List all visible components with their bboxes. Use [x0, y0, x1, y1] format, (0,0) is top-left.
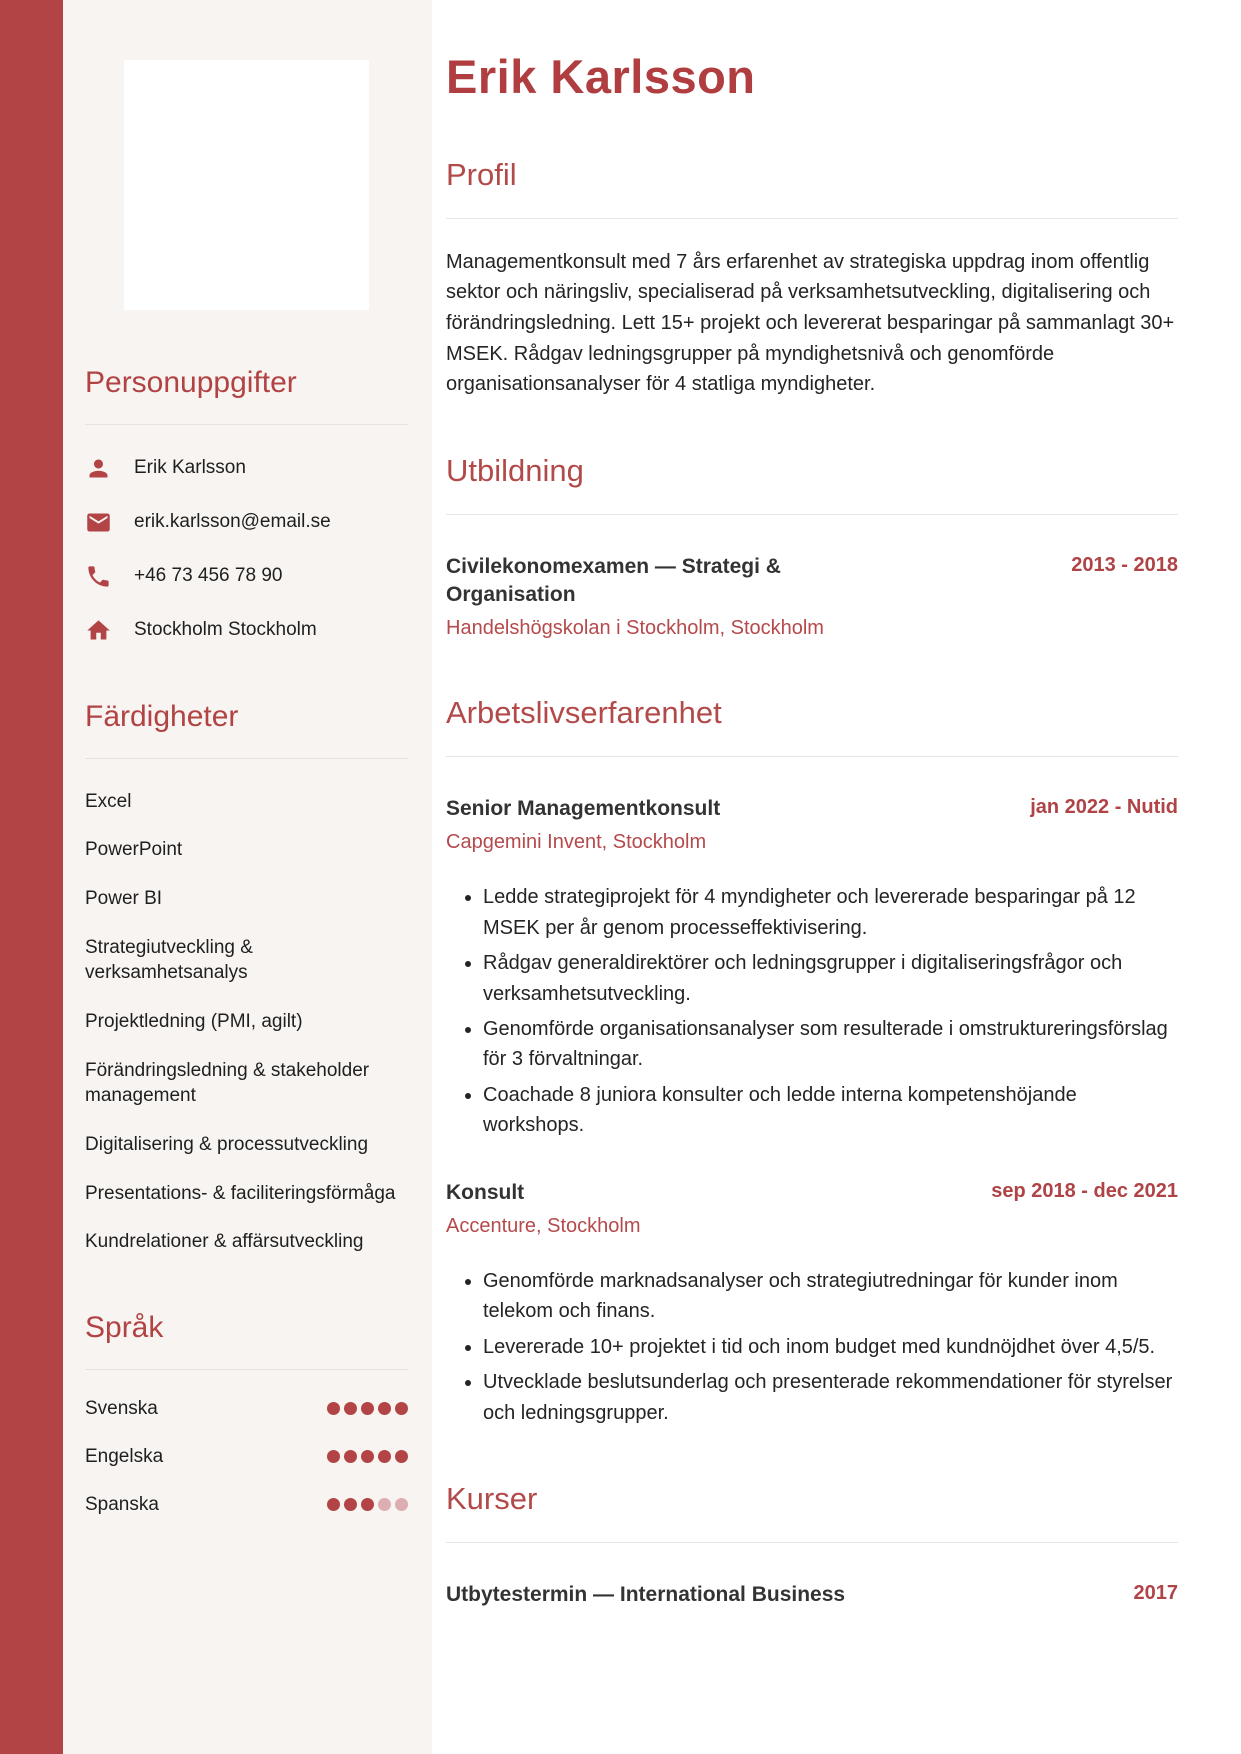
language-row	[85, 1494, 408, 1516]
level-dot-filled	[361, 1402, 374, 1415]
level-dot-filled	[361, 1498, 374, 1511]
main-content	[432, 0, 1241, 1754]
education-entry	[446, 553, 1178, 643]
skill-item: Förändringsledning & stakeholder management	[85, 1059, 370, 1107]
experience-entry	[446, 795, 1178, 1140]
experience-role: Senior Managementkonsult	[446, 797, 721, 821]
language-name: Spanska	[85, 1493, 159, 1515]
level-dot-empty	[395, 1498, 408, 1511]
experience-dates: jan 2022 - Nutid	[1030, 796, 1178, 819]
profile-text: Managementkonsult med 7 års erfarenhet av strategiska uppdrag inom offentlig sektor och näringsliv, specialiserad på verksamhetsutveckling, digitalisering och förändringsledning. Lett 15+ projekt och levererat besparingar på sammanlagt 30+ MSEK. Rådgav ledningsgrupper på myndighetsnivå och genomförde organisationsanalyser för 4 statliga myndigheter.	[446, 250, 1175, 396]
experience-entry-head	[446, 1179, 1178, 1207]
experience-bullet: • Levererade 10+ projektet i tid och inom budget med kundnöjdhet över 4,5/5.	[483, 1332, 1178, 1362]
language-row	[85, 1398, 408, 1420]
skill-item: Digitalisering & processutveckling	[85, 1133, 369, 1155]
level-dot-filled	[395, 1450, 408, 1463]
education-dates: 2013 - 2018	[1071, 553, 1178, 576]
level-dot-filled	[378, 1450, 391, 1463]
divider	[446, 514, 1178, 515]
education-section-title: Utbildning	[446, 452, 584, 488]
experience-bullet: • Ledde strategiprojekt för 4 myndigheter och levererade besparingar på 12 MSEK per år genom processeffektivisering.	[483, 882, 1178, 943]
level-dot-filled	[344, 1450, 357, 1463]
experience-company: Capgemini Invent, Stockholm	[446, 831, 707, 854]
divider	[446, 218, 1178, 219]
page-title-name: Erik Karlsson	[446, 50, 756, 103]
course-name: Utbytestermin — International Business	[446, 1582, 846, 1606]
level-dot-filled	[378, 1402, 391, 1415]
contact-row-email	[85, 509, 408, 536]
divider	[85, 1369, 408, 1370]
skill-item: Excel	[85, 790, 132, 812]
skill-item: Power BI	[85, 888, 163, 910]
experience-bullets	[446, 1266, 1178, 1428]
level-dot-filled	[344, 1402, 357, 1415]
language-level-dots	[327, 1498, 408, 1511]
experience-section-title: Arbetslivserfarenhet	[446, 695, 722, 731]
language-name: Svenska	[85, 1397, 158, 1419]
experience-bullets	[446, 882, 1178, 1140]
course-entry-head	[446, 1581, 1178, 1609]
education-entry-head	[446, 553, 1178, 610]
divider	[446, 756, 1178, 757]
experience-company: Accenture, Stockholm	[446, 1214, 641, 1237]
level-dot-filled	[327, 1402, 340, 1415]
courses-section-title: Kurser	[446, 1480, 538, 1516]
level-dot-filled	[327, 1450, 340, 1463]
contact-row-phone	[85, 563, 408, 590]
skill-item: Strategiutveckling & verksamhetsanalys	[85, 936, 253, 984]
level-dot-empty	[378, 1498, 391, 1511]
course-dates: 2017	[1133, 1581, 1178, 1604]
email-icon	[85, 509, 112, 536]
divider	[85, 424, 408, 425]
contact-row-location	[85, 617, 408, 644]
experience-bullet: • Coachade 8 juniora konsulter och ledde interna kompetenshöjande workshops.	[483, 1080, 1178, 1141]
experience-entry-head	[446, 795, 1178, 823]
experience-bullet: • Genomförde marknadsanalyser och strategiutredningar för kunder inom telekom och finans.	[483, 1266, 1178, 1327]
level-dot-filled	[361, 1450, 374, 1463]
experience-bullet: • Utvecklade beslutsunderlag och presenterade rekommendationer för styrelser och ledningsgrupper.	[483, 1367, 1178, 1428]
skills-list	[85, 789, 408, 1255]
contact-list	[85, 455, 408, 644]
skill-item: PowerPoint	[85, 839, 183, 861]
experience-role: Konsult	[446, 1180, 525, 1204]
person-icon	[85, 455, 112, 482]
education-degree: Civilekonomexamen — Strategi & Organisation	[446, 554, 781, 606]
course-entry	[446, 1581, 1178, 1609]
contact-phone: +46 73 456 78 90	[134, 565, 283, 587]
contact-location: Stockholm Stockholm	[134, 619, 317, 641]
sidebar	[63, 0, 432, 1754]
experience-entry	[446, 1179, 1178, 1428]
language-level-dots	[327, 1402, 408, 1415]
language-row	[85, 1446, 408, 1468]
experience-bullet: • Rådgav generaldirektörer och ledningsgrupper i digitaliseringsfrågor och verksamhetsutveckling.	[483, 948, 1178, 1009]
skills-section-title: Färdigheter	[85, 699, 239, 733]
skill-item: Projektledning (PMI, agilt)	[85, 1010, 303, 1032]
personal-section-title: Personuppgifter	[85, 366, 297, 399]
experience-bullet: • Genomförde organisationsanalyser som resulterade i omstruktureringsförslag för 3 förvaltningar.	[483, 1014, 1178, 1075]
divider	[85, 758, 408, 759]
languages-section-title: Språk	[85, 1310, 164, 1344]
skill-item: Presentations- & faciliteringsförmåga	[85, 1182, 396, 1204]
level-dot-filled	[344, 1498, 357, 1511]
experience-dates: sep 2018 - dec 2021	[991, 1179, 1178, 1202]
level-dot-filled	[395, 1402, 408, 1415]
language-level-dots	[327, 1450, 408, 1463]
phone-icon	[85, 563, 112, 590]
home-icon	[85, 617, 112, 644]
contact-name: Erik Karlsson	[134, 457, 246, 479]
accent-stripe	[0, 0, 63, 1754]
profile-section-title: Profil	[446, 157, 517, 193]
level-dot-filled	[327, 1498, 340, 1511]
language-list	[85, 1398, 408, 1516]
contact-row-name	[85, 455, 408, 482]
contact-email: erik.karlsson@email.se	[134, 511, 331, 533]
skill-item: Kundrelationer & affärsutveckling	[85, 1231, 364, 1253]
language-name: Engelska	[85, 1445, 164, 1467]
divider	[446, 1542, 1178, 1543]
education-school: Handelshögskolan i Stockholm, Stockholm	[446, 617, 824, 640]
photo-placeholder	[124, 60, 369, 310]
